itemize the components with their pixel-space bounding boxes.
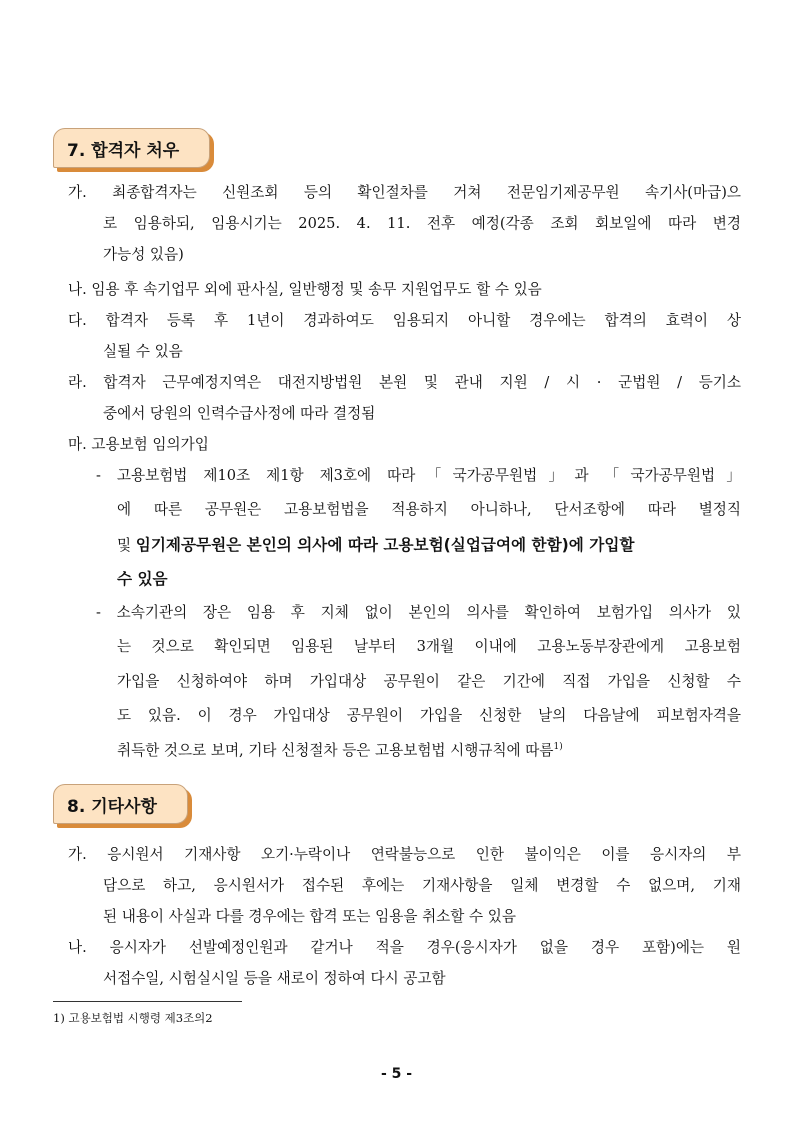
s7-bullet1-line-2: 에 따른 공무원은 고용보험법을 적용하지 아니하나, 단서조항에 따라 별정직 <box>117 501 741 518</box>
s7-ma-line-1: 마. 고용보험 임의가입 <box>68 436 209 453</box>
s7-ga-line-2: 로 임용하되, 임용시기는 2025. 4. 11. 전후 예정(각종 조회 회보일에 따라 변경 <box>103 215 741 232</box>
section-7-title: 7. 합격자 처우 <box>53 128 210 168</box>
s7-bullet1-line-3 <box>117 535 635 556</box>
s7-ga-line-1: 가. 최종합격자는 신원조회 등의 확인절차를 거쳐 전문임기제공무원 속기사(마급)으 <box>68 184 741 201</box>
footnote-divider <box>53 1001 242 1002</box>
page-number: - 5 - <box>380 1066 413 1082</box>
s7-bullet2-line-2: 는 것으로 확인되면 임용된 날부터 3개월 이내에 고용노동부장관에게 고용보험 <box>117 638 741 655</box>
s7-bullet1-bold-text: 임기제공무원은 본인의 의사에 따라 고용보험(실업급여에 한함)에 가입할 <box>135 536 635 554</box>
s7-bullet2-line-3: 가입을 신청하여야 하며 가입대상 공무원이 같은 기간에 직접 가입을 신청할 수 <box>117 673 741 690</box>
s7-ra-line-1: 라. 합격자 근무예정지역은 대전지방법원 본원 및 관내 지원 / 시 · 군법원 / 등기소 <box>68 374 741 391</box>
s8-ga-line-1: 가. 응시원서 기재사항 오기·누락이나 연락불능으로 인한 불이익은 이를 응시자의 부 <box>68 846 741 863</box>
s7-bullet2-line-4: 도 있음. 이 경우 가입대상 공무원이 가입을 신청한 날의 다음날에 피보험자격을 <box>117 707 741 724</box>
footnote: 1) 고용보험법 시행령 제3조의2 <box>53 1011 213 1025</box>
s7-bullet1-line-1: - 고용보험법 제10조 제1항 제3호에 따라「국가공무원법」과 「국가공무원법」 <box>96 467 741 484</box>
s7-bullet1-prefix: 및 <box>117 537 136 554</box>
s7-bullet1-bold-line-4: 수 있음 <box>117 570 168 588</box>
s7-ra-line-2: 중에서 당원의 인력수급사정에 따라 결정됨 <box>103 405 376 422</box>
footnote-ref: 1) <box>553 742 563 753</box>
s8-na-line-2: 서접수일, 시험실시일 등을 새로이 정하여 다시 공고함 <box>103 970 446 987</box>
s7-na-line-1: 나. 임용 후 속기업무 외에 판사실, 일반행정 및 송무 지원업무도 할 수 있음 <box>68 281 542 298</box>
s7-bullet2-line-5 <box>117 741 563 761</box>
s8-ga-line-2: 담으로 하고, 응시원서가 접수된 후에는 기재사항을 일체 변경할 수 없으며, 기재 <box>103 877 741 894</box>
s7-bullet2-line-1: - 소속기관의 장은 임용 후 지체 없이 본인의 의사를 확인하여 보험가입 의사가 있 <box>96 604 741 621</box>
s7-da-line-2: 실될 수 있음 <box>103 343 183 360</box>
s7-ga-line-3: 가능성 있음) <box>103 246 184 263</box>
s8-na-line-1: 나. 응시자가 선발예정인원과 같거나 적을 경우(응시자가 없을 경우 포함)에는 원 <box>68 939 741 956</box>
s7-da-line-1: 다. 합격자 등록 후 1년이 경과하여도 임용되지 아니할 경우에는 합격의 효력이 상 <box>68 312 741 329</box>
s8-ga-line-3: 된 내용이 사실과 다를 경우에는 합격 또는 임용을 취소할 수 있음 <box>103 908 516 925</box>
section-8-title: 8. 기타사항 <box>53 784 188 824</box>
s7-bullet2-text: 취득한 것으로 보며, 기타 신청절차 등은 고용보험법 시행규칙에 따름 <box>117 742 554 759</box>
